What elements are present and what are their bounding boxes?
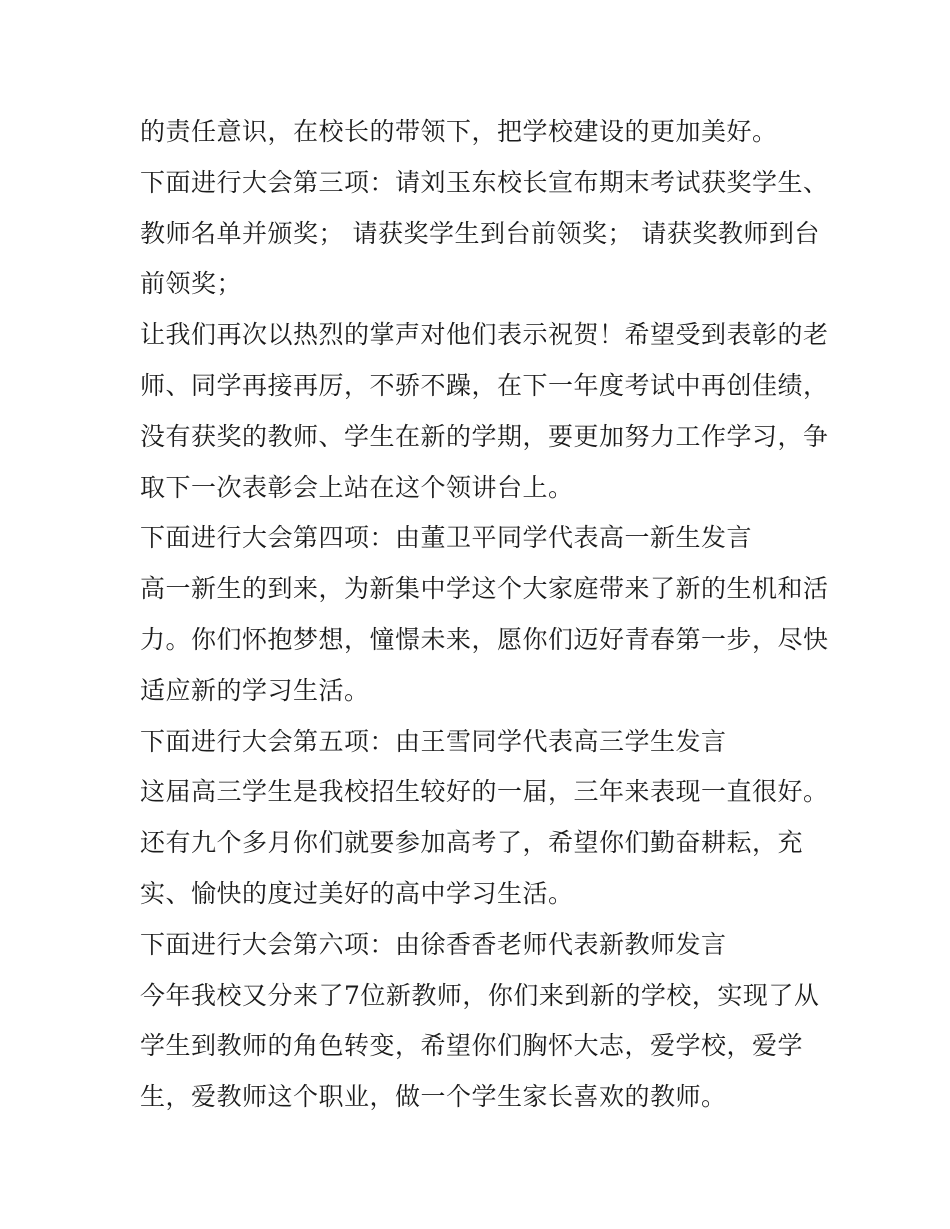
text-line: 这届高三学生是我校招生较好的一届，三年来表现一直很好。 xyxy=(140,777,829,807)
text-line: 下面进行大会第三项：请刘玉东校长宣布期末考试获奖学生、 xyxy=(140,167,829,197)
text-line: 实、愉快的度过美好的高中学习生活。 xyxy=(140,878,574,908)
text-line: 力。你们怀抱梦想，憧憬未来，愿你们迈好青春第一步，尽快 xyxy=(140,624,829,654)
text-line: 让我们再次以热烈的掌声对他们表示祝贺！希望受到表彰的老 xyxy=(140,320,829,350)
text-line: 生，爱教师这个职业，做一个学生家长喜欢的教师。 xyxy=(140,1082,727,1112)
text-line: 教师名单并颁奖； 请获奖学生到台前领奖； 请获奖教师到台 xyxy=(140,218,820,248)
text-line: 前领奖； xyxy=(140,269,243,299)
text-line: 还有九个多月你们就要参加高考了，希望你们勤奋耕耘，充 xyxy=(140,828,804,858)
text-line: 下面进行大会第六项：由徐香香老师代表新教师发言 xyxy=(140,929,727,959)
text-line: 高一新生的到来，为新集中学这个大家庭带来了新的生机和活 xyxy=(140,574,829,604)
text-line: 今年我校又分来了7位新教师，你们来到新的学校，实现了从 xyxy=(140,980,820,1010)
text-line: 适应新的学习生活。 xyxy=(140,675,370,705)
text-line: 学生到教师的角色转变，希望你们胸怀大志，爱学校，爱学 xyxy=(140,1031,804,1061)
text-line: 没有获奖的教师、学生在新的学期，要更加努力工作学习，争 xyxy=(140,421,829,451)
text-line: 师、同学再接再厉，不骄不躁，在下一年度考试中再创佳绩， xyxy=(140,370,829,400)
body-text xyxy=(140,107,830,1123)
text-line: 下面进行大会第五项：由王雪同学代表高三学生发言 xyxy=(140,726,727,756)
text-line: 取下一次表彰会上站在这个领讲台上。 xyxy=(140,472,574,502)
text-line: 的责任意识，在校长的带领下，把学校建设的更加美好。 xyxy=(140,117,778,146)
text-line: 下面进行大会第四项：由董卫平同学代表高一新生发言 xyxy=(140,523,753,553)
